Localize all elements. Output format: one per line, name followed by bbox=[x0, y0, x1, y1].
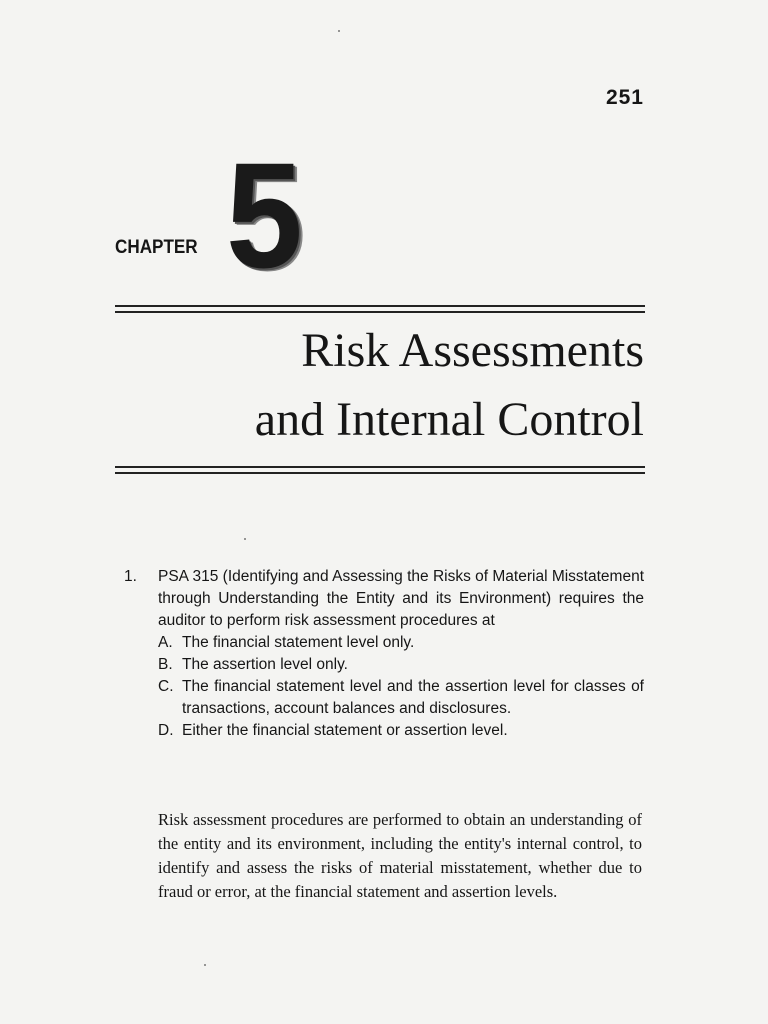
option-letter: C. bbox=[158, 678, 174, 695]
chapter-label: CHAPTER bbox=[115, 237, 198, 258]
question-text: PSA 315 (Identifying and Assessing the Risks of Material Misstatement through Understanding the Entity and its Environment) requires the auditor to perform risk assessment procedures at bbox=[158, 568, 644, 629]
question-stem bbox=[124, 566, 644, 632]
title-rule-bottom bbox=[115, 466, 645, 474]
question-1 bbox=[124, 566, 644, 742]
option-text: Either the financial statement or assertion level. bbox=[182, 722, 508, 739]
page-number: 251 bbox=[605, 86, 644, 109]
chapter-title-line-1: Risk Assessments bbox=[301, 324, 644, 377]
chapter-number: 5 bbox=[226, 131, 303, 299]
option-letter: A. bbox=[158, 634, 173, 651]
scan-speck bbox=[244, 538, 246, 540]
answer-explanation: Risk assessment procedures are performed to obtain an understanding of the entity and its environment, including the entity's internal control, to identify and assess the risks of material misstatement, whether due to fraud or error, at the financial statement and assertion levels. bbox=[158, 810, 642, 901]
option-text: The financial statement level only. bbox=[182, 634, 415, 651]
option-c bbox=[158, 676, 644, 720]
scan-speck bbox=[204, 964, 206, 966]
option-letter: B. bbox=[158, 656, 173, 673]
scan-speck bbox=[338, 30, 340, 32]
option-text: The financial statement level and the assertion level for classes of transactions, account balances and disclosures. bbox=[182, 678, 644, 717]
option-d bbox=[158, 720, 644, 742]
option-b bbox=[158, 654, 644, 676]
option-text: The assertion level only. bbox=[182, 656, 348, 673]
title-rule-top bbox=[115, 305, 645, 313]
option-letter: D. bbox=[158, 722, 174, 739]
question-number: 1. bbox=[124, 568, 137, 585]
option-a bbox=[158, 632, 644, 654]
chapter-title-line-2: and Internal Control bbox=[254, 393, 644, 446]
